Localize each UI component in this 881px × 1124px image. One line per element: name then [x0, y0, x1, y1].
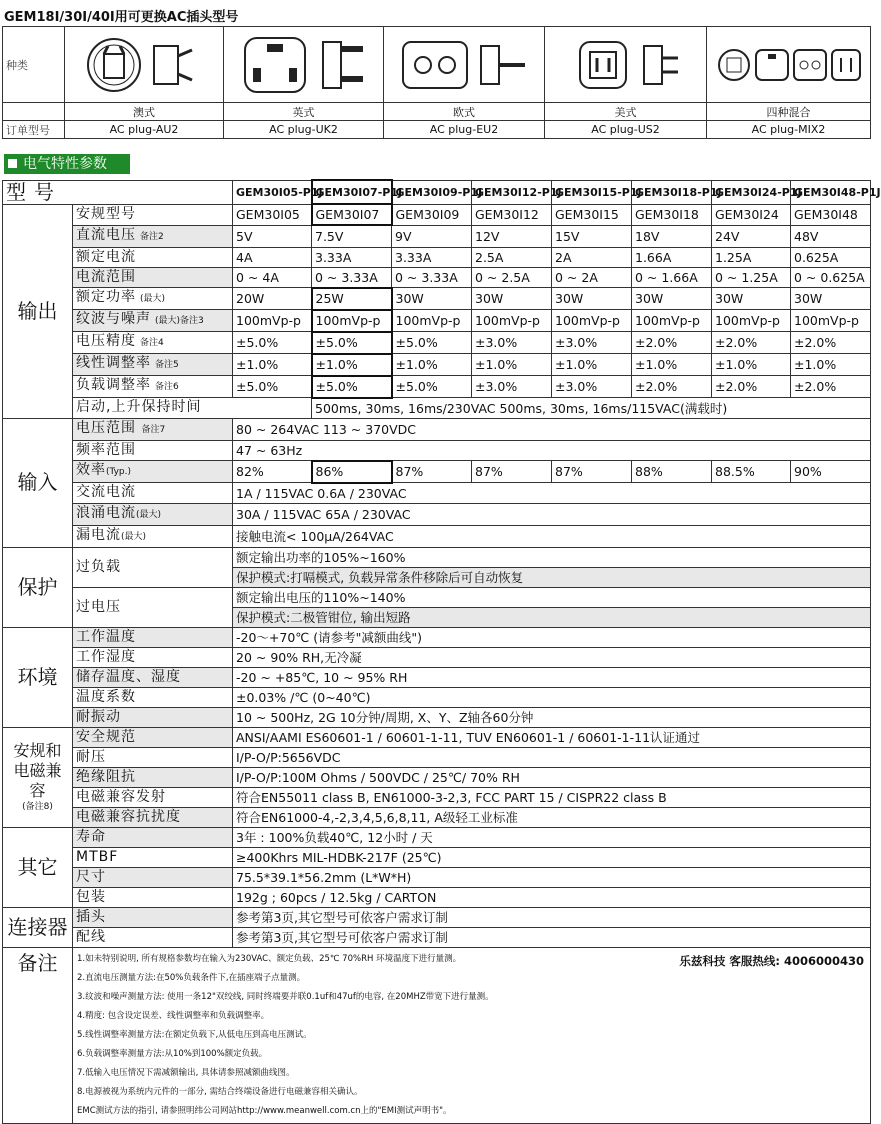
section-title-bar — [4, 154, 130, 174]
row-label-text: 额定电流 — [76, 248, 136, 265]
output-section — [3, 204, 871, 418]
spec-value: 100mVp-p — [552, 310, 632, 332]
spec-value: ±3.0% — [552, 376, 632, 398]
spec-value: ±5.0% — [233, 376, 312, 398]
spec-value: 10 ~ 500Hz, 2G 10分钟/周期, X、Y、Z轴各60分钟 — [233, 707, 871, 727]
row-label: 频率范围 — [73, 440, 233, 461]
row-label — [73, 767, 233, 787]
row-label — [73, 332, 233, 354]
row-label-text: 工作湿度 — [76, 648, 136, 665]
group-safety — [3, 727, 73, 827]
spec-value: I/P-O/P:100M Ohms / 500VDC / 25℃/ 70% RH — [233, 767, 871, 787]
row-label — [73, 747, 233, 767]
spec-value: 100mVp-p — [312, 310, 392, 332]
row-label-text: 工作温度 — [76, 628, 136, 645]
spec-value: 9V — [392, 225, 472, 247]
row-label: 效率(Typ.) — [73, 461, 233, 483]
spec-value: ±3.0% — [552, 332, 632, 354]
row-label — [73, 310, 233, 332]
spec-value: 0 ~ 1.25A — [712, 267, 791, 288]
plug-region: 英式 — [224, 103, 384, 121]
spec-value: 20 ~ 90% RH,无冷凝 — [233, 647, 871, 667]
spec-value: 1.25A — [712, 247, 791, 267]
efficiency-value: 90% — [791, 461, 871, 483]
spec-value: 192g ; 60pcs / 12.5kg / CARTON — [233, 887, 871, 907]
row-label-text: 电流范围 — [76, 268, 136, 285]
spec-value: ±5.0% — [392, 332, 472, 354]
safety-section — [3, 727, 871, 827]
plug-model: AC plug-US2 — [545, 121, 707, 139]
spec-value: ±2.0% — [712, 332, 791, 354]
plug-model: AC plug-MIX2 — [707, 121, 871, 139]
model-label: 型号 — [3, 180, 233, 204]
note-line: 8.电源被视为系统内元件的一部分, 需结合终端设备进行电磁兼容相关确认。 — [77, 1086, 363, 1097]
spec-value: ±3.0% — [472, 376, 552, 398]
note-line: 4.精度: 包含设定误差、线性调整率和负载调整率。 — [77, 1010, 270, 1021]
row-label: 浪涌电流(最大) — [73, 503, 233, 525]
spec-value: 20W — [233, 288, 312, 310]
plug-uk-icon — [224, 27, 384, 103]
spec-value: 符合EN61000-4,-2,3,4,5,6,8,11, A级轻工业标准 — [233, 807, 871, 827]
row-label — [73, 647, 233, 667]
spec-value: 100mVp-p — [632, 310, 712, 332]
plug-us-icon — [545, 27, 707, 103]
efficiency-value: 88.5% — [712, 461, 791, 483]
model-header: GEM30I48-P1J — [791, 180, 871, 204]
notes-cell — [73, 947, 871, 1123]
spec-value: GEM30I24 — [712, 204, 791, 225]
group-input: 输入 — [3, 418, 73, 547]
spec-value: ±2.0% — [712, 376, 791, 398]
spec-value: ±2.0% — [632, 376, 712, 398]
spec-value: 7.5V — [312, 225, 392, 247]
row-label-text: 耐振动 — [76, 708, 121, 725]
row-label-text: 尺寸 — [76, 868, 106, 885]
spec-value: ±1.0% — [791, 354, 871, 376]
spec-value: 0.625A — [791, 247, 871, 267]
row-label — [73, 687, 233, 707]
spec-value: ±5.0% — [312, 376, 392, 398]
spec-value: 0 ~ 4A — [233, 267, 312, 288]
input-voltage-value: 80 ~ 264VAC 113 ~ 370VDC — [233, 418, 871, 440]
row-label-text: 负载调整率 — [76, 377, 151, 393]
row-label: 过负载 — [73, 547, 233, 587]
spec-value: GEM30I09 — [392, 204, 472, 225]
spec-value: 30W — [632, 288, 712, 310]
overvoltage-mode: 保护模式:二极管钳位, 输出短路 — [233, 607, 871, 627]
row-note: 备注6 — [155, 382, 179, 392]
plug-region: 澳式 — [65, 103, 224, 121]
row-label-text: 安全规范 — [76, 728, 136, 745]
row-label — [73, 376, 233, 398]
row-note: (最大)备注3 — [155, 316, 204, 326]
spec-value: 30W — [472, 288, 552, 310]
spec-value: 100mVp-p — [472, 310, 552, 332]
spec-value: 18V — [632, 225, 712, 247]
row-label-text: 线性调整率 — [76, 355, 151, 371]
row-label — [73, 907, 233, 927]
spec-value: 12V — [472, 225, 552, 247]
section-title: 电气特性参数 — [23, 156, 107, 172]
spec-value: GEM30I07 — [312, 204, 392, 225]
spec-value: ±2.0% — [791, 376, 871, 398]
spec-value: -20 ~ +85℃, 10 ~ 95% RH — [233, 667, 871, 687]
spec-value: GEM30I12 — [472, 204, 552, 225]
plug-region: 美式 — [545, 103, 707, 121]
spec-value: ±1.0% — [233, 354, 312, 376]
plug-model: AC plug-UK2 — [224, 121, 384, 139]
note-line: 5.线性调整率测量方法:在额定负载下,从低电压到高电压测试。 — [77, 1029, 312, 1040]
row-label-text: 绝缘阻抗 — [76, 768, 136, 785]
environment-section — [3, 627, 871, 727]
input-frequency-value: 47 ~ 63Hz — [233, 440, 871, 461]
spec-value: 48V — [791, 225, 871, 247]
row-label-text: 寿命 — [76, 828, 106, 845]
spec-value: 75.5*39.1*56.2mm (L*W*H) — [233, 867, 871, 887]
row-note: 备注5 — [155, 360, 179, 370]
overvoltage-value: 额定输出电压的110%~140% — [233, 587, 871, 607]
group-others — [3, 827, 73, 907]
spec-value: 100mVp-p — [233, 310, 312, 332]
row-label — [73, 887, 233, 907]
row-label: 漏电流(最大) — [73, 525, 233, 547]
row-label-text: MTBF — [76, 848, 119, 865]
row-note: (最大) — [140, 294, 166, 304]
row-label-text: 配线 — [76, 928, 106, 945]
group-label: 连接器 — [7, 914, 68, 939]
note-line: 3.纹波和噪声测量方法: 使用一条12"双绞线, 同时终端要并联0.1uf和47uf的电容, 在20MHZ带宽下进行量测。 — [77, 991, 494, 1002]
plug-au-icon — [65, 27, 224, 103]
spec-value: ±5.0% — [312, 332, 392, 354]
row-label — [73, 787, 233, 807]
model-header: GEM30I07-P1J — [312, 180, 392, 204]
row-label — [73, 927, 233, 947]
plug-region: 四种混合 — [707, 103, 871, 121]
row-label-text: 电磁兼容发射 — [76, 788, 166, 805]
model-header: GEM30I09-P1J — [392, 180, 472, 204]
row-note: 备注2 — [140, 231, 164, 242]
hotline-text: 乐兹科技 客服热线: 4006000430 — [679, 953, 864, 968]
spec-value: 3.33A — [392, 247, 472, 267]
model-header: GEM30I15-P1J — [552, 180, 632, 204]
spec-table — [2, 179, 881, 1124]
row-label — [73, 354, 233, 376]
model-header: GEM30I18-P1J — [632, 180, 712, 204]
spec-value: ±1.0% — [712, 354, 791, 376]
row-label-text: 电压精度 — [76, 333, 136, 349]
spec-value: ±2.0% — [632, 332, 712, 354]
spec-value: ±5.0% — [392, 376, 472, 398]
spec-value: 100mVp-p — [791, 310, 871, 332]
group-output: 输出 — [3, 204, 73, 418]
inrush-current-value: 30A / 115VAC 65A / 230VAC — [233, 503, 871, 525]
row-label-text: 直流电压 — [76, 226, 136, 243]
group-note: (备注8) — [22, 802, 53, 812]
row-label — [73, 204, 233, 225]
row-label — [73, 867, 233, 887]
spec-value: 符合EN55011 class B, EN61000-3-2,3, FCC PART 15 / CISPR22 class B — [233, 787, 871, 807]
row-label: 交流电流 — [73, 483, 233, 504]
efficiency-value: 88% — [632, 461, 712, 483]
row-label-text: 耐压 — [76, 748, 106, 765]
spec-value: 30W — [552, 288, 632, 310]
spec-value: 25W — [312, 288, 392, 310]
note-line: 6.负载调整率测量方法:从10%到100%额定负载。 — [77, 1048, 268, 1059]
spec-value: -20～+70℃ (请参考"减额曲线") — [233, 627, 871, 647]
square-icon — [8, 159, 17, 168]
spec-value: 30W — [712, 288, 791, 310]
spec-value: 2.5A — [472, 247, 552, 267]
spec-value: ±2.0% — [791, 332, 871, 354]
others-section — [3, 827, 871, 907]
spec-value: ±1.0% — [312, 354, 392, 376]
row-label — [73, 627, 233, 647]
spec-value: GEM30I05 — [233, 204, 312, 225]
spec-value: GEM30I15 — [552, 204, 632, 225]
spec-value: 100mVp-p — [392, 310, 472, 332]
startup-value: 500ms, 30ms, 16ms/230VAC 500ms, 30ms, 16ms/115VAC(满载时) — [312, 398, 871, 419]
spec-value: 3年 : 100%负载40℃, 12小时 / 天 — [233, 827, 871, 847]
row-label — [73, 247, 233, 267]
spec-value: 0 ~ 0.625A — [791, 267, 871, 288]
efficiency-value: 86% — [312, 461, 392, 483]
connector-section — [3, 907, 871, 947]
note-line: 2.直流电压测量方法:在50%负载条件下,在插座端子点量测。 — [77, 972, 306, 983]
group-notes: 备注 — [3, 947, 73, 1123]
spec-value: ±1.0% — [472, 354, 552, 376]
spec-value: 2A — [552, 247, 632, 267]
row-label — [73, 707, 233, 727]
row-label-text: 电磁兼容抗扰度 — [76, 808, 181, 825]
spec-value: ±3.0% — [472, 332, 552, 354]
row-label — [73, 267, 233, 288]
model-header: GEM30I24-P1J — [712, 180, 791, 204]
group-connector — [3, 907, 73, 947]
spec-value: 15V — [552, 225, 632, 247]
spec-value: 0 ~ 3.33A — [392, 267, 472, 288]
ac-current-value: 1A / 115VAC 0.6A / 230VAC — [233, 483, 871, 504]
plug-eu-icon — [384, 27, 545, 103]
model-header: GEM30I05-P1J — [233, 180, 312, 204]
spec-value: ±1.0% — [392, 354, 472, 376]
spec-value: 100mVp-p — [712, 310, 791, 332]
page-title: GEM18I/30I/40I用可更换AC插头型号 — [4, 10, 239, 25]
spec-value: ±5.0% — [233, 332, 312, 354]
row-label — [73, 727, 233, 747]
startup-label: 启动,上升保持时间 — [73, 398, 312, 419]
row-label-text: 安规型号 — [76, 206, 136, 222]
spec-value: 3.33A — [312, 247, 392, 267]
spec-value: 0 ~ 2A — [552, 267, 632, 288]
spec-value: 0 ~ 1.66A — [632, 267, 712, 288]
group-protection: 保护 — [3, 547, 73, 627]
spec-value: I/P-O/P:5656VDC — [233, 747, 871, 767]
spec-value: GEM30I48 — [791, 204, 871, 225]
overload-value: 额定输出功率的105%~160% — [233, 547, 871, 567]
efficiency-value: 87% — [472, 461, 552, 483]
plug-mix-icon — [707, 27, 871, 103]
spec-value: 24V — [712, 225, 791, 247]
note-line: 1.如未特别说明, 所有规格参数均在输入为230VAC、额定负载、25℃ 70%RH 环境温度下进行量测。 — [77, 953, 462, 964]
spec-value: 参考第3页,其它型号可依客户需求订制 — [233, 907, 871, 927]
spec-value: 5V — [233, 225, 312, 247]
plug-model: AC plug-EU2 — [384, 121, 545, 139]
group-label: 环境 — [17, 664, 58, 689]
overload-mode: 保护模式:打嗝模式, 负载异常条件移除后可自动恢复 — [233, 567, 871, 587]
row-label — [73, 225, 233, 247]
spec-value: 1.66A — [632, 247, 712, 267]
row-label-text: 温度系数 — [76, 688, 136, 705]
spec-value: 4A — [233, 247, 312, 267]
leakage-current-value: 接触电流< 100μA/264VAC — [233, 525, 871, 547]
row-label — [73, 288, 233, 310]
plug-region: 欧式 — [384, 103, 545, 121]
spec-value: 参考第3页,其它型号可依客户需求订制 — [233, 927, 871, 947]
spec-value: ±1.0% — [632, 354, 712, 376]
row-label — [73, 667, 233, 687]
spec-value: ±0.03% /℃ (0~40℃) — [233, 687, 871, 707]
spec-value: GEM30I18 — [632, 204, 712, 225]
row-label — [73, 847, 233, 867]
row-label-text: 纹波与噪声 — [76, 311, 151, 327]
spec-value: 30W — [392, 288, 472, 310]
spec-value: 0 ~ 2.5A — [472, 267, 552, 288]
row-note: 备注4 — [140, 338, 164, 348]
row-label-text: 包装 — [76, 888, 106, 905]
efficiency-value: 82% — [233, 461, 312, 483]
plug-type-label: 种类 — [3, 27, 65, 103]
row-label — [73, 807, 233, 827]
spec-value: 0 ~ 3.33A — [312, 267, 392, 288]
row-label: 过电压 — [73, 587, 233, 627]
group-label: 其它 — [17, 854, 58, 879]
group-label: 安规和电磁兼容 — [13, 741, 62, 800]
plug-table — [2, 26, 871, 139]
model-header: GEM30I12-P1J — [472, 180, 552, 204]
efficiency-value: 87% — [392, 461, 472, 483]
efficiency-value: 87% — [552, 461, 632, 483]
plug-model: AC plug-AU2 — [65, 121, 224, 139]
row-label-text: 储存温度、湿度 — [76, 668, 181, 685]
row-label-text: 插头 — [76, 908, 106, 925]
spec-value: 30W — [791, 288, 871, 310]
row-label: 电压范围 备注7 — [73, 418, 233, 440]
row-label-text: 额定功率 — [76, 289, 136, 305]
spec-value: ANSI/AAMI ES60601-1 / 60601-1-11, TUV EN60601-1 / 60601-1-11认证通过 — [233, 727, 871, 747]
note-line: 7.低输入电压情况下需减额输出, 具体请参照减额曲线图。 — [77, 1067, 295, 1078]
spec-value: ±1.0% — [552, 354, 632, 376]
spec-value: ≥400Khrs MIL-HDBK-217F (25℃) — [233, 847, 871, 867]
row-label — [73, 827, 233, 847]
note-line: EMC测试方法的指引, 请参照明纬公司网站http://www.meanwell.com.cn上的"EMI测试声明书"。 — [77, 1105, 452, 1116]
order-model-label: 订单型号 — [3, 121, 65, 139]
group-environment — [3, 627, 73, 727]
notes-list — [77, 950, 866, 1121]
